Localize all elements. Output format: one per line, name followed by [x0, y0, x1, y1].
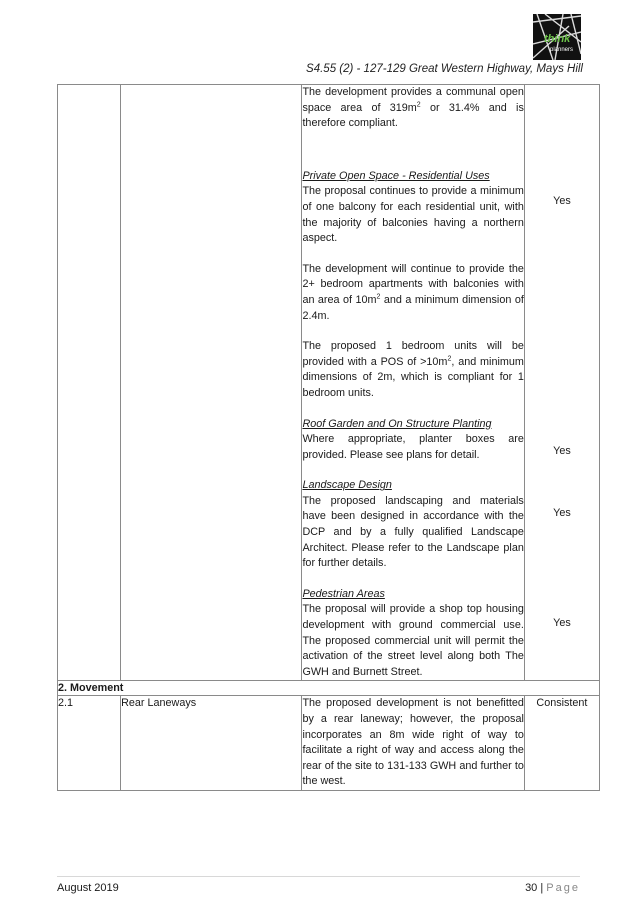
status-cell: [524, 85, 599, 681]
private-open-space-block: Private Open Space - Residential Uses The proposal continues to provide a minimum of one balcony for each residential unit, with the majority of balconies having a northern aspect.: [302, 169, 524, 245]
landscape-design-block: Landscape Design The proposed landscaping and materials have been designed in accordance with the DCP and by a fully qualified Landscape Architect. Please refer to the Landscape plan for further details.: [302, 479, 524, 570]
status-cell: Consistent: [524, 696, 599, 791]
logo-subtext: planners: [550, 47, 574, 53]
control-cell: Rear Laneways: [121, 696, 302, 791]
footer-page-indicator: [525, 882, 580, 894]
page-separator: |: [540, 882, 544, 894]
description-cell: [302, 85, 524, 681]
one-bedroom-pos-block: The proposed 1 bedroom units will be provided with a POS of $>10m^2$, and minimum dimensions of 2m, which is compliant for 1 bedroom units.: [302, 340, 524, 399]
document-header-title: S4.55 (2) - 127-129 Great Western Highway, Mays Hill: [306, 63, 583, 75]
footer-divider: [57, 876, 580, 877]
block-heading: Roof Garden and On Structure Planting: [302, 417, 492, 430]
status-landscape-design: Yes: [553, 507, 571, 520]
table-row: [58, 85, 600, 681]
logo-wordmark: think: [544, 33, 571, 45]
block-heading: Private Open Space - Residential Uses: [302, 169, 490, 182]
description-cell: The proposed development is not benefitted by a rear laneway; however, the proposal incorporates an 8m wide right of way to facilitate a right of way and access along the rear of the site to 131-133 GWH and further to the west.: [302, 696, 524, 791]
status-private-open-space: Yes: [553, 195, 571, 207]
company-logo: [533, 14, 581, 60]
section-heading: 2. Movement: [58, 681, 600, 696]
section-heading-row: [58, 681, 600, 696]
status-pedestrian-areas: Yes: [553, 616, 571, 629]
block-heading: Pedestrian Areas: [302, 587, 385, 600]
status-roof-garden: Yes: [553, 444, 571, 457]
footer-date: August 2019: [57, 882, 119, 894]
roof-garden-block: Roof Garden and On Structure Planting Where appropriate, planter boxes are provided. Please see plans for detail.: [302, 417, 524, 461]
pedestrian-areas-block: Pedestrian Areas The proposal will provide a shop top housing development with ground commercial use. The proposed commercial unit will permit the activation of the street level along both The GWH and Burnett Street.: [302, 587, 524, 678]
balcony-area-block: The development will continue to provide the 2+ bedroom apartments with balconies with an area of $10m^2$ and a minimum dimension of 2.4m.: [302, 262, 524, 322]
block-heading: Landscape Design: [302, 479, 392, 492]
table-row: [58, 696, 600, 791]
page-label: Page: [546, 882, 580, 894]
row-number-cell: 2.1: [58, 696, 121, 791]
compliance-table: [57, 84, 600, 791]
row-number-cell: [58, 85, 121, 681]
control-cell: [121, 85, 302, 681]
communal-open-space-block: The development provides a communal open space area of $319m^2$ or 31.4% and is therefore compliant.: [302, 86, 524, 130]
page-number: 30: [525, 882, 538, 894]
